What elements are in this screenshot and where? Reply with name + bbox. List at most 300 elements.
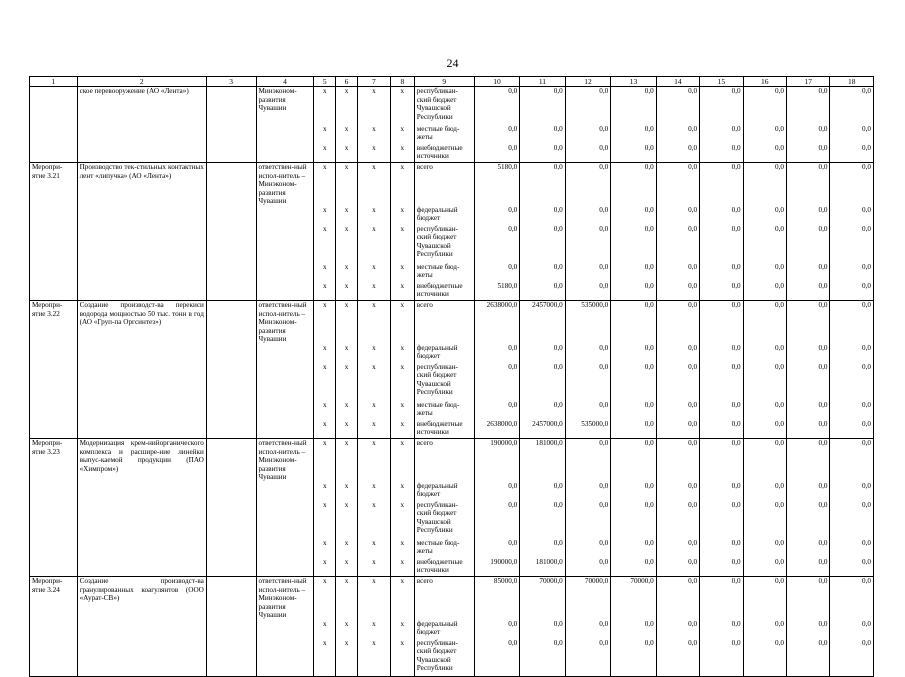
amount-cell: 0,0	[787, 282, 830, 301]
measure-cell	[30, 401, 78, 420]
x-mark-cell: x	[357, 87, 390, 125]
column-number: 2	[77, 77, 206, 87]
budget-table	[29, 76, 874, 677]
col3-cell	[206, 558, 256, 577]
amount-cell: 0,0	[743, 263, 786, 282]
amount-cell: 0,0	[656, 144, 699, 163]
amount-cell: 0,0	[743, 501, 786, 539]
amount-cell: 0,0	[700, 558, 743, 577]
amount-cell: 0,0	[787, 439, 830, 482]
x-mark-cell: x	[390, 420, 414, 439]
amount-cell: 0,0	[520, 501, 566, 539]
amount-cell: 0,0	[520, 363, 566, 401]
amount-cell: 0,0	[700, 620, 743, 639]
amount-cell: 0,0	[830, 225, 874, 263]
amount-cell: 0,0	[474, 125, 520, 144]
amount-cell: 5180,0	[474, 282, 520, 301]
x-mark-cell: x	[390, 263, 414, 282]
measure-cell	[30, 420, 78, 439]
amount-cell: 0,0	[743, 344, 786, 363]
x-mark-cell: x	[336, 163, 358, 206]
amount-cell: 0,0	[520, 539, 566, 558]
amount-cell: 0,0	[656, 363, 699, 401]
funding-source-cell: республикан-ский бюджет Чувашской Республики	[414, 501, 474, 539]
col3-cell	[206, 639, 256, 677]
amount-cell: 0,0	[656, 439, 699, 482]
amount-cell: 70000,0	[520, 577, 566, 620]
amount-cell: 0,0	[520, 282, 566, 301]
x-mark-cell: x	[390, 225, 414, 263]
table-row	[30, 482, 874, 501]
amount-cell: 0,0	[787, 263, 830, 282]
table-row	[30, 577, 874, 620]
amount-cell: 0,0	[656, 282, 699, 301]
executor-cell	[256, 282, 314, 301]
table-row	[30, 420, 874, 439]
amount-cell: 0,0	[830, 439, 874, 482]
amount-cell: 0,0	[565, 282, 611, 301]
x-mark-cell: x	[314, 482, 336, 501]
col3-cell	[206, 344, 256, 363]
amount-cell: 0,0	[520, 482, 566, 501]
amount-cell: 0,0	[656, 263, 699, 282]
amount-cell: 0,0	[565, 539, 611, 558]
amount-cell: 0,0	[700, 87, 743, 125]
amount-cell: 0,0	[830, 639, 874, 677]
description-cell	[77, 420, 206, 439]
amount-cell: 0,0	[830, 501, 874, 539]
funding-source-cell: местные бюд-жеты	[414, 263, 474, 282]
x-mark-cell: x	[314, 620, 336, 639]
amount-cell: 0,0	[787, 501, 830, 539]
amount-cell: 535000,0	[565, 301, 611, 344]
table-row	[30, 263, 874, 282]
measure-cell	[30, 501, 78, 539]
amount-cell: 0,0	[700, 363, 743, 401]
col3-cell	[206, 263, 256, 282]
amount-cell: 0,0	[700, 420, 743, 439]
x-mark-cell: x	[336, 125, 358, 144]
column-number: 13	[611, 77, 657, 87]
column-number: 15	[700, 77, 743, 87]
amount-cell: 0,0	[565, 439, 611, 482]
col3-cell	[206, 282, 256, 301]
amount-cell: 0,0	[700, 163, 743, 206]
amount-cell: 0,0	[611, 439, 657, 482]
amount-cell: 0,0	[700, 125, 743, 144]
x-mark-cell: x	[357, 539, 390, 558]
amount-cell: 0,0	[700, 501, 743, 539]
amount-cell: 0,0	[474, 363, 520, 401]
x-mark-cell: x	[314, 363, 336, 401]
funding-source-cell: всего	[414, 301, 474, 344]
measure-cell	[30, 125, 78, 144]
x-mark-cell: x	[357, 401, 390, 420]
description-cell	[77, 125, 206, 144]
amount-cell: 190000,0	[474, 439, 520, 482]
amount-cell: 0,0	[743, 620, 786, 639]
table-row	[30, 282, 874, 301]
x-mark-cell: x	[357, 620, 390, 639]
x-mark-cell: x	[336, 420, 358, 439]
amount-cell: 0,0	[743, 225, 786, 263]
amount-cell: 0,0	[700, 539, 743, 558]
amount-cell: 0,0	[474, 482, 520, 501]
table-row	[30, 363, 874, 401]
amount-cell: 0,0	[656, 639, 699, 677]
measure-cell	[30, 87, 78, 125]
x-mark-cell: x	[390, 144, 414, 163]
x-mark-cell: x	[390, 482, 414, 501]
amount-cell: 0,0	[700, 401, 743, 420]
table-row	[30, 125, 874, 144]
description-cell: Производство тек-стильных контактных лент «липучка» (АО «Лента»)	[77, 163, 206, 206]
amount-cell: 0,0	[743, 439, 786, 482]
column-number: 6	[336, 77, 358, 87]
funding-source-cell: всего	[414, 439, 474, 482]
executor-cell	[256, 363, 314, 401]
amount-cell: 0,0	[787, 144, 830, 163]
funding-source-cell: всего	[414, 577, 474, 620]
amount-cell: 0,0	[700, 577, 743, 620]
amount-cell: 535000,0	[565, 420, 611, 439]
x-mark-cell: x	[357, 144, 390, 163]
amount-cell: 0,0	[787, 482, 830, 501]
amount-cell: 0,0	[700, 439, 743, 482]
x-mark-cell: x	[314, 163, 336, 206]
col3-cell	[206, 401, 256, 420]
executor-cell	[256, 344, 314, 363]
amount-cell: 0,0	[474, 225, 520, 263]
table-row	[30, 87, 874, 125]
amount-cell: 0,0	[700, 263, 743, 282]
amount-cell: 0,0	[565, 501, 611, 539]
amount-cell: 0,0	[474, 206, 520, 225]
x-mark-cell: x	[336, 639, 358, 677]
amount-cell: 0,0	[520, 401, 566, 420]
amount-cell: 0,0	[565, 87, 611, 125]
amount-cell: 0,0	[830, 163, 874, 206]
col3-cell	[206, 363, 256, 401]
amount-cell: 0,0	[787, 639, 830, 677]
amount-cell: 0,0	[520, 125, 566, 144]
x-mark-cell: x	[357, 482, 390, 501]
table-row	[30, 206, 874, 225]
amount-cell: 0,0	[656, 87, 699, 125]
x-mark-cell: x	[314, 263, 336, 282]
amount-cell: 0,0	[611, 282, 657, 301]
amount-cell: 0,0	[656, 420, 699, 439]
amount-cell: 0,0	[565, 206, 611, 225]
amount-cell: 0,0	[520, 87, 566, 125]
amount-cell: 0,0	[830, 125, 874, 144]
amount-cell: 0,0	[520, 225, 566, 263]
amount-cell: 0,0	[656, 163, 699, 206]
funding-source-cell: федеральный бюджет	[414, 620, 474, 639]
executor-cell	[256, 558, 314, 577]
amount-cell: 0,0	[700, 206, 743, 225]
x-mark-cell: x	[390, 301, 414, 344]
amount-cell: 0,0	[787, 163, 830, 206]
x-mark-cell: x	[314, 301, 336, 344]
funding-source-cell: внебюджетные источники	[414, 420, 474, 439]
executor-cell	[256, 620, 314, 639]
table-row	[30, 163, 874, 206]
amount-cell: 0,0	[656, 344, 699, 363]
x-mark-cell: x	[336, 401, 358, 420]
description-cell: ское перевооружение (АО «Лента»)	[77, 87, 206, 125]
amount-cell: 0,0	[474, 639, 520, 677]
measure-cell	[30, 282, 78, 301]
executor-cell	[256, 501, 314, 539]
x-mark-cell: x	[336, 225, 358, 263]
amount-cell: 181000,0	[520, 439, 566, 482]
x-mark-cell: x	[314, 439, 336, 482]
amount-cell: 0,0	[474, 501, 520, 539]
description-cell	[77, 282, 206, 301]
amount-cell: 0,0	[611, 344, 657, 363]
table-row	[30, 401, 874, 420]
amount-cell: 0,0	[565, 225, 611, 263]
amount-cell: 0,0	[474, 87, 520, 125]
amount-cell: 0,0	[474, 539, 520, 558]
column-number: 4	[256, 77, 314, 87]
amount-cell: 0,0	[743, 144, 786, 163]
measure-cell	[30, 639, 78, 677]
amount-cell: 0,0	[611, 539, 657, 558]
amount-cell: 0,0	[830, 144, 874, 163]
x-mark-cell: x	[314, 401, 336, 420]
amount-cell: 0,0	[474, 263, 520, 282]
col3-cell	[206, 206, 256, 225]
x-mark-cell: x	[357, 439, 390, 482]
description-cell	[77, 501, 206, 539]
amount-cell: 0,0	[830, 363, 874, 401]
funding-source-cell: республикан-ский бюджет Чувашской Республики	[414, 87, 474, 125]
amount-cell: 0,0	[743, 639, 786, 677]
page-number: 24	[446, 56, 459, 70]
table-row	[30, 225, 874, 263]
amount-cell: 0,0	[743, 87, 786, 125]
x-mark-cell: x	[336, 439, 358, 482]
executor-cell	[256, 420, 314, 439]
x-mark-cell: x	[357, 420, 390, 439]
x-mark-cell: x	[336, 501, 358, 539]
amount-cell: 70000,0	[611, 577, 657, 620]
description-cell: Модернизация крем-нийорганического комплекса и расшире-ние линейки выпус-каемой продукции (ПАО «Химпром»)	[77, 439, 206, 482]
measure-cell	[30, 620, 78, 639]
amount-cell: 0,0	[656, 206, 699, 225]
column-number: 1	[30, 77, 78, 87]
column-number: 8	[390, 77, 414, 87]
executor-cell	[256, 225, 314, 263]
amount-cell: 0,0	[787, 558, 830, 577]
x-mark-cell: x	[390, 125, 414, 144]
col3-cell	[206, 482, 256, 501]
amount-cell: 0,0	[611, 420, 657, 439]
x-mark-cell: x	[357, 163, 390, 206]
x-mark-cell: x	[357, 301, 390, 344]
amount-cell: 0,0	[520, 344, 566, 363]
amount-cell: 0,0	[830, 420, 874, 439]
col3-cell	[206, 439, 256, 482]
amount-cell: 0,0	[611, 263, 657, 282]
executor-cell	[256, 401, 314, 420]
amount-cell: 0,0	[565, 163, 611, 206]
x-mark-cell: x	[357, 125, 390, 144]
description-cell	[77, 539, 206, 558]
amount-cell: 190000,0	[474, 558, 520, 577]
x-mark-cell: x	[314, 206, 336, 225]
x-mark-cell: x	[336, 558, 358, 577]
amount-cell: 0,0	[700, 639, 743, 677]
x-mark-cell: x	[336, 482, 358, 501]
amount-cell: 0,0	[520, 163, 566, 206]
amount-cell: 0,0	[611, 501, 657, 539]
col3-cell	[206, 125, 256, 144]
amount-cell: 0,0	[700, 282, 743, 301]
table-row	[30, 301, 874, 344]
measure-cell: Меропри-ятие 3.22	[30, 301, 78, 344]
amount-cell: 2638000,0	[474, 301, 520, 344]
amount-cell: 0,0	[565, 401, 611, 420]
funding-source-cell: федеральный бюджет	[414, 206, 474, 225]
x-mark-cell: x	[390, 639, 414, 677]
x-mark-cell: x	[390, 577, 414, 620]
amount-cell: 0,0	[743, 482, 786, 501]
funding-source-cell: федеральный бюджет	[414, 344, 474, 363]
col3-cell	[206, 420, 256, 439]
amount-cell: 0,0	[656, 501, 699, 539]
x-mark-cell: x	[357, 263, 390, 282]
amount-cell: 0,0	[565, 482, 611, 501]
description-cell	[77, 206, 206, 225]
amount-cell: 0,0	[743, 420, 786, 439]
amount-cell: 0,0	[611, 301, 657, 344]
amount-cell: 0,0	[474, 344, 520, 363]
x-mark-cell: x	[336, 263, 358, 282]
x-mark-cell: x	[357, 501, 390, 539]
measure-cell: Меропри-ятие 3.21	[30, 163, 78, 206]
amount-cell: 0,0	[700, 225, 743, 263]
description-cell: Создание производст-ва перекиси водорода мощностью 50 тыс. тонн в год (АО «Груп-па Оргсинтез»)	[77, 301, 206, 344]
amount-cell: 0,0	[743, 558, 786, 577]
amount-cell: 0,0	[474, 620, 520, 639]
amount-cell: 0,0	[565, 558, 611, 577]
amount-cell: 0,0	[565, 125, 611, 144]
executor-cell: ответствен-ный испол-нитель – Минэконом-развития Чувашии	[256, 439, 314, 482]
funding-source-cell: местные бюд-жеты	[414, 401, 474, 420]
executor-cell: Минэконом-развития Чувашии	[256, 87, 314, 125]
x-mark-cell: x	[314, 420, 336, 439]
x-mark-cell: x	[336, 344, 358, 363]
x-mark-cell: x	[336, 539, 358, 558]
description-cell	[77, 344, 206, 363]
amount-cell: 0,0	[565, 363, 611, 401]
description-cell	[77, 620, 206, 639]
x-mark-cell: x	[314, 639, 336, 677]
x-mark-cell: x	[314, 344, 336, 363]
x-mark-cell: x	[390, 87, 414, 125]
amount-cell: 0,0	[700, 482, 743, 501]
column-number: 17	[787, 77, 830, 87]
executor-cell	[256, 144, 314, 163]
amount-cell: 0,0	[656, 401, 699, 420]
executor-cell	[256, 539, 314, 558]
x-mark-cell: x	[314, 539, 336, 558]
amount-cell: 0,0	[565, 620, 611, 639]
amount-cell: 0,0	[656, 577, 699, 620]
x-mark-cell: x	[357, 344, 390, 363]
table-row	[30, 639, 874, 677]
amount-cell: 0,0	[787, 620, 830, 639]
amount-cell: 0,0	[743, 301, 786, 344]
measure-cell	[30, 558, 78, 577]
x-mark-cell: x	[390, 363, 414, 401]
executor-cell	[256, 639, 314, 677]
amount-cell: 0,0	[520, 639, 566, 677]
amount-cell: 0,0	[520, 263, 566, 282]
amount-cell: 0,0	[787, 401, 830, 420]
amount-cell: 0,0	[656, 482, 699, 501]
executor-cell: ответствен-ный испол-нитель – Минэконом-развития Чувашии	[256, 163, 314, 206]
measure-cell	[30, 539, 78, 558]
x-mark-cell: x	[390, 206, 414, 225]
amount-cell: 0,0	[656, 125, 699, 144]
amount-cell: 0,0	[743, 125, 786, 144]
amount-cell: 0,0	[830, 577, 874, 620]
x-mark-cell: x	[357, 282, 390, 301]
amount-cell: 0,0	[743, 401, 786, 420]
amount-cell: 0,0	[611, 482, 657, 501]
funding-source-cell: внебюджетные источники	[414, 282, 474, 301]
amount-cell: 0,0	[700, 301, 743, 344]
description-cell	[77, 401, 206, 420]
amount-cell: 0,0	[611, 363, 657, 401]
amount-cell: 0,0	[611, 206, 657, 225]
amount-cell: 0,0	[787, 363, 830, 401]
x-mark-cell: x	[390, 620, 414, 639]
measure-cell: Меропри-ятие 3.24	[30, 577, 78, 620]
col3-cell	[206, 301, 256, 344]
amount-cell: 0,0	[787, 301, 830, 344]
x-mark-cell: x	[314, 282, 336, 301]
measure-cell	[30, 263, 78, 282]
col3-cell	[206, 539, 256, 558]
measure-cell	[30, 206, 78, 225]
column-number-row	[30, 77, 874, 87]
col3-cell	[206, 144, 256, 163]
x-mark-cell: x	[336, 87, 358, 125]
amount-cell: 0,0	[743, 363, 786, 401]
column-number: 10	[474, 77, 520, 87]
x-mark-cell: x	[390, 163, 414, 206]
amount-cell: 0,0	[787, 206, 830, 225]
funding-source-cell: внебюджетные источники	[414, 144, 474, 163]
amount-cell: 0,0	[656, 558, 699, 577]
col3-cell	[206, 577, 256, 620]
amount-cell: 0,0	[830, 301, 874, 344]
x-mark-cell: x	[314, 87, 336, 125]
table-row	[30, 144, 874, 163]
amount-cell: 70000,0	[565, 577, 611, 620]
amount-cell: 0,0	[700, 144, 743, 163]
funding-source-cell: местные бюд-жеты	[414, 125, 474, 144]
amount-cell: 0,0	[830, 206, 874, 225]
x-mark-cell: x	[390, 439, 414, 482]
x-mark-cell: x	[314, 577, 336, 620]
column-number: 9	[414, 77, 474, 87]
